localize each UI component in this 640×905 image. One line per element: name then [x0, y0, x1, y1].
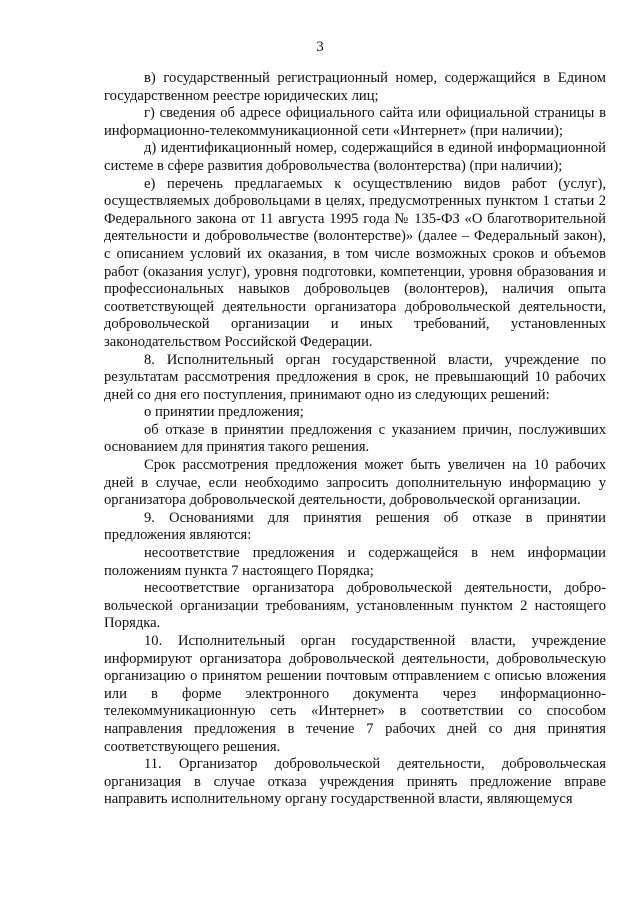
paragraph-9: 9. Основаниями для принятия решения об отказе в принятии предложения являются: [104, 509, 606, 544]
paragraph-item-v: в) государственный регистрационный номер, содержащийся в Едином государственном реестре юридических лиц; [104, 70, 606, 104]
paragraph-11: 11. Организатор добровольческой деятельности, добровольческая организация в случае отказа учреждения принять предложение вправе направить исполнительному органу государственной власти, являющемуся [104, 756, 606, 808]
page-number: 3 [316, 39, 324, 55]
document-body [104, 70, 606, 809]
paragraph-8-option-reject: об отказе в принятии предложения с указанием причин, послуживших основанием для принятия такого решения. [104, 421, 606, 456]
paragraph-8-option-accept: о принятии предложения; [144, 404, 304, 421]
paragraph-9-ground-2: несоответствие организатора добровольческой деятельности, добровольческой организации требованиям, установленным пунктом 2 настоящего Порядка. [104, 580, 606, 632]
paragraph-item-d: д) идентификационный номер, содержащийся в единой информационной системе в сфере развития добровольчества (волонтерства) (при наличии); [104, 140, 606, 174]
paragraph-9-ground-1: несоответствие предложения и содержащейся в нем информации положениям пункта 7 настоящего Порядка; [104, 545, 606, 579]
paragraph-8: 8. Исполнительный орган государственной власти, учреждение по результатам рассмотрения предложения в срок, не превышающий 10 рабочих дней со дня его поступления, принимают одно из следующих решений: [104, 351, 606, 403]
paragraph-10: 10. Исполнительный орган государственной власти, учреждение информируют организатора добровольческой деятельности, добровольческую организацию о принятом решении почтовым отправлением с описью вложения или в форме электронного документа через информационно-телекоммуникационную сеть «Интернет» в соответствии со способом направления предложения в течение 7 рабочих дней со дня принятия соответствующего решения. [104, 633, 606, 755]
paragraph-item-g: г) сведения об адресе официального сайта или официальной страницы в информационно-телекоммуникационной сети «Интернет» (при наличии); [104, 105, 606, 139]
paragraph-item-e: е) перечень предлагаемых к осуществлению видов работ (услуг), осуществляемых добровольцами в целях, предусмотренных пунктом 1 статьи 2 Федерального закона от 11 августа 1995 года № 135-ФЗ «О благотворительной деятельности и добровольчестве (волонтерстве)» (далее – Федеральный закон), с описанием условий их оказания, в том числе возможных сроков и объемов работ (оказания услуг), уровня подготовки, компетенции, уровня образования и профессиональных навыков добровольцев (волонтеров), наличия опыта соответствующей деятельности организатора добровольческой деятельности, добровольческой организации и иных требований, установленных законодательством Российской Федерации. [104, 175, 606, 350]
paragraph-8-extension: Срок рассмотрения предложения может быть увеличен на 10 рабочих дней в случае, если необходимо запросить дополнительную информацию у организатора добровольческой деятельности, добровольческой организации. [104, 457, 606, 509]
